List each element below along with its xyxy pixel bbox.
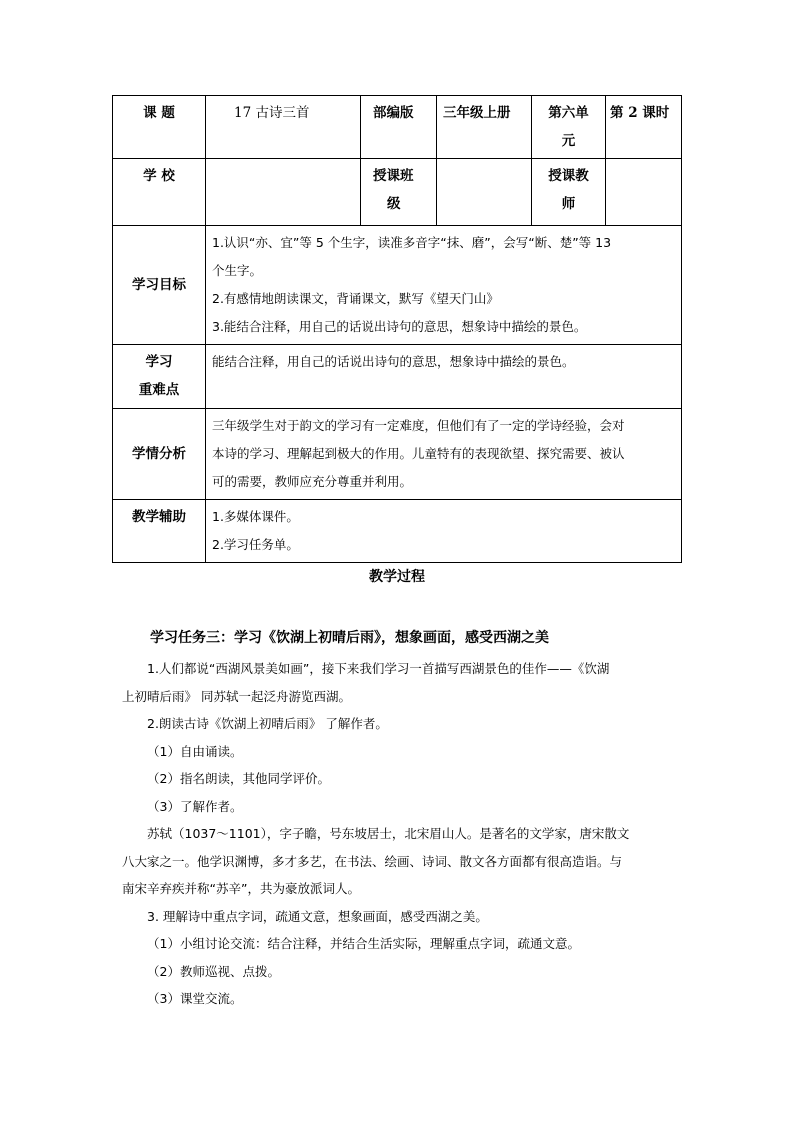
aids-line-2: 2.学习任务单。 (212, 537, 299, 552)
analysis-line-3: 可的需要，教师应充分尊重并利用。 (212, 474, 413, 489)
paragraph-line: （1）小组讨论交流：结合注释，并结合生活实际，理解重点字词，疏通文意。 (147, 936, 580, 951)
lesson-info-table (112, 95, 682, 563)
teacher-label-line-1: 授课教 (548, 168, 589, 184)
goals-line-3: 2.有感情地朗读课文，背诵课文，默写《望天门山》 (212, 291, 499, 306)
paragraph-line: （1）自由诵读。 (147, 743, 243, 759)
unit-line-1: 第六单 (548, 105, 589, 121)
goals-label: 学习目标 (113, 226, 206, 345)
teacher-label (532, 159, 606, 226)
school-label: 学 校 (113, 159, 206, 226)
grade: 三年级上册 (437, 96, 532, 159)
class-value (437, 159, 532, 226)
aids-line-1: 1.多媒体课件。 (212, 509, 299, 524)
class-label-line-1: 授课班 (373, 168, 414, 184)
keypoints-label-line-1: 学习 (145, 354, 173, 370)
school-value (206, 159, 361, 226)
analysis-line-2: 本诗的学习、理解起到极大的作用。儿童特有的表现欲望、探究需要、被认 (212, 446, 625, 461)
table-row (113, 226, 682, 345)
paragraph-line: 2.朗读古诗《饮湖上初晴后雨》 了解作者。 (147, 716, 388, 731)
section-title: 教学过程 (369, 569, 425, 585)
class-label (361, 159, 437, 226)
teacher-label-line-2: 师 (561, 196, 576, 212)
analysis-content (206, 409, 682, 500)
table-row (113, 500, 682, 563)
keypoints-label-line-2: 重难点 (138, 382, 180, 398)
teacher-value (606, 159, 682, 226)
paragraph-line: 3. 理解诗中重点字词，疏通文意，想象画面，感受西湖之美。 (147, 908, 488, 924)
table-row (113, 345, 682, 409)
table-row (113, 159, 682, 226)
analysis-line-1: 三年级学生对于韵文的学习有一定难度，但他们有了一定的学诗经验，会对 (212, 418, 625, 433)
lesson-title: 17 古诗三首 (206, 96, 361, 159)
goals-line-2: 个生字。 (212, 263, 263, 278)
aids-content (206, 500, 682, 563)
analysis-label: 学情分析 (113, 409, 206, 500)
paragraph-line: （2）指名朗读，其他同学评价。 (147, 771, 330, 786)
keypoints-label (113, 345, 206, 409)
class-label-line-2: 级 (387, 196, 401, 212)
goals-line-4: 3.能结合注释，用自己的话说出诗句的意思，想象诗中描绘的景色。 (212, 319, 587, 334)
body-text (122, 655, 682, 1013)
table-row (113, 96, 682, 159)
aids-label: 教学辅助 (113, 500, 206, 563)
paragraph-line: 南宋辛弃疾并称“苏辛”，共为豪放派词人。 (122, 881, 360, 896)
paragraph-line: （2）教师巡视、点拨。 (147, 963, 280, 979)
table-row (113, 409, 682, 500)
keypoints-content: 能结合注释，用自己的话说出诗句的意思，想象诗中描绘的景色。 (206, 345, 682, 409)
task-title: 学习任务三：学习《饮湖上初晴后雨》，想象画面，感受西湖之美 (150, 630, 549, 646)
unit-line-2: 元 (561, 133, 576, 149)
paragraph-line: 苏轼（1037～1101），字子瞻，号东坡居士，北宋眉山人。是著名的文学家，唐宋散文 (147, 826, 630, 841)
paragraph-line: 1.人们都说“西湖风景美如画”，接下来我们学习一首描写西湖景色的佳作——《饮湖 (147, 661, 610, 676)
goals-line-1: 1.认识“亦、宜”等 5 个生字，读准多音字“抹、磨”，会写“断、楚”等 13 (212, 235, 612, 250)
paragraph-line: 八大家之一。他学识渊博，多才多艺，在书法、绘画、诗词、散文各方面都有很高造诣。与 (122, 853, 623, 869)
unit (532, 96, 606, 159)
period: 第 2 课时 (606, 96, 682, 159)
paragraph-line: （3）课堂交流。 (147, 991, 243, 1006)
paragraph-line: 上初晴后雨》 同苏轼一起泛舟游览西湖。 (122, 688, 351, 704)
goals-content (206, 226, 682, 345)
paragraph-line: （3）了解作者。 (147, 798, 243, 814)
edition: 部编版 (361, 96, 437, 159)
lesson-label: 课 题 (113, 96, 206, 159)
